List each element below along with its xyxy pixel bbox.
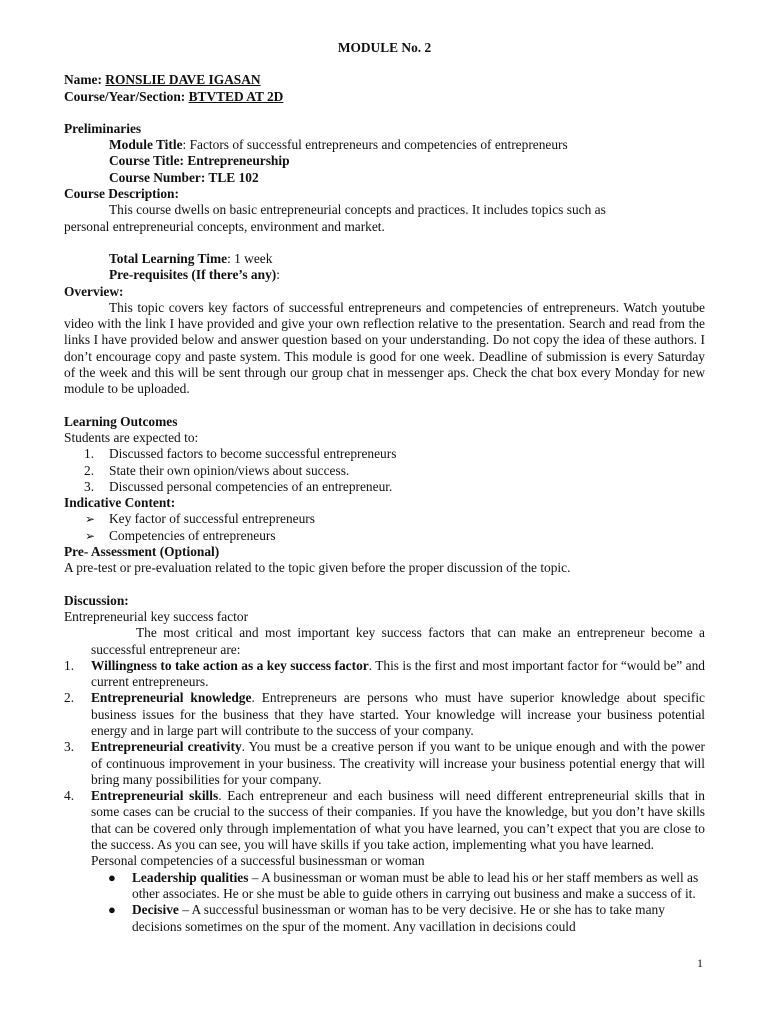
overview-heading: Overview: bbox=[64, 283, 124, 299]
competencies-list bbox=[64, 870, 705, 935]
course-number-line: Course Number: TLE 102 bbox=[109, 169, 259, 185]
name-label: Name: bbox=[64, 72, 102, 88]
course-value: BTVTED AT 2D bbox=[188, 88, 284, 104]
success-factors-list bbox=[64, 658, 705, 854]
time-value: : 1 week bbox=[227, 250, 273, 266]
overview-text: This topic covers key factors of successful entrepreneurs and competencies of entrepreneurs. Watch youtube video with the link I have provided and give your own reflection relative to the presentation. Search and read from the links I have provided below and answer question based on your understanding. Do not copy the idea of these authors. I don’t encourage copy and paste system. This module is good for one week. Deadline of submission is every Saturday of the week and this will be sent through our group chat in messenger aps. Check the chat box every Monday for new module to be uploaded. bbox=[64, 299, 705, 397]
list-item: 4. Entrepreneurial skills. Each entrepreneur and each business will need different entrepreneurial skills that in some cases can be crucial to the success of their companies. If you have the knowledge, but you don’t have skills that can be covered only through implementation of what you have learned, you can’t expect that you are close to the success. As you can see, you will have skills if you take action, implementing what you have learned. bbox=[64, 788, 706, 853]
list-item: ➢ Key factor of successful entrepreneurs bbox=[85, 511, 315, 527]
competencies-heading: Personal competencies of a successful businessman or woman bbox=[91, 853, 425, 869]
learning-outcomes-intro: Students are expected to: bbox=[64, 429, 199, 445]
bullet-icon: ● bbox=[108, 902, 116, 918]
module-title-line bbox=[64, 137, 705, 153]
learning-outcomes-heading: Learning Outcomes bbox=[64, 413, 178, 429]
name-value: RONSLIE DAVE IGASAN bbox=[105, 72, 261, 88]
discussion-subheading: Entrepreneurial key success factor bbox=[64, 608, 249, 624]
list-item: 3. Entrepreneurial creativity. You must be a creative person if you want to be unique enough and with the power of continuous improvement in your business. The creativity will increase your business potential energy that will bring many possibilities for your company. bbox=[64, 739, 705, 787]
pre-assessment-heading: Pre- Assessment (Optional) bbox=[64, 544, 220, 560]
list-item: 2. Entrepreneurial knowledge. Entrepreneurs are persons who must have superior knowledge about specific business issues for the business that they have started. Your knowledge will increase your business potential energy and in large part will contribute to the success of your company. bbox=[64, 690, 705, 738]
preliminaries-heading: Preliminaries bbox=[64, 120, 142, 136]
indicative-content-list bbox=[64, 511, 705, 544]
course-description-line-1: This course dwells on basic entrepreneurial concepts and practices. It includes topics such as bbox=[109, 202, 606, 218]
learning-outcomes-list bbox=[64, 446, 705, 495]
list-item: 1. Willingness to take action as a key success factor. This is the first and most important factor for “would be” and current entrepreneurs. bbox=[64, 657, 705, 690]
module-heading: MODULE No. 2 bbox=[337, 40, 432, 55]
list-item: ➢ Competencies of entrepreneurs bbox=[85, 527, 276, 543]
course-year-section-line bbox=[64, 89, 705, 105]
total-learning-time bbox=[64, 251, 705, 267]
prereq-value: : bbox=[276, 267, 280, 283]
module-title-value: : Factors of successful entrepreneurs and competencies of entrepreneurs bbox=[182, 137, 568, 153]
page-content bbox=[64, 40, 705, 935]
module-title-label: Module Title bbox=[109, 137, 183, 153]
course-title-line: Course Title: Entrepreneurship bbox=[109, 153, 290, 169]
arrow-bullet-icon: ➢ bbox=[85, 512, 96, 527]
list-item: 1. Discussed factors to become successful entrepreneurs bbox=[84, 446, 397, 462]
list-item: 3. Discussed personal competencies of an entrepreneur. bbox=[84, 478, 393, 494]
discussion-heading: Discussion: bbox=[64, 592, 129, 608]
prerequisites bbox=[64, 267, 705, 283]
time-label: Total Learning Time bbox=[109, 250, 228, 266]
list-item: ● Leadership qualities – A businessman or woman must be able to lead his or her staff members as well as other associates. He or she must be able to guide others in carrying out business and make a success of it. bbox=[108, 869, 699, 901]
pre-assessment-text: A pre-test or pre-evaluation related to the topic given before the proper discussion of the topic. bbox=[64, 560, 571, 576]
course-description-heading: Course Description: bbox=[64, 186, 179, 202]
name-line bbox=[64, 72, 705, 88]
list-item: 2. State their own opinion/views about success. bbox=[84, 462, 350, 478]
discussion-intro: The most critical and most important key success factors that can make an entrepreneur become a successful entrepreneur are: bbox=[91, 625, 705, 657]
arrow-bullet-icon: ➢ bbox=[85, 528, 96, 543]
list-item: ● Decisive – A successful businessman or woman has to be very decisive. He or she has to take many decisions sometimes on the spur of the moment. Any vacillation in decisions could bbox=[108, 902, 665, 934]
prereq-label: Pre-requisites (If there’s any) bbox=[109, 267, 277, 283]
bullet-icon: ● bbox=[108, 869, 116, 885]
course-label: Course/Year/Section: bbox=[64, 88, 186, 104]
page-number: 1 bbox=[697, 956, 703, 970]
indicative-content-heading: Indicative Content: bbox=[64, 495, 176, 511]
course-description-line-2: personal entrepreneurial concepts, environment and market. bbox=[64, 218, 385, 234]
